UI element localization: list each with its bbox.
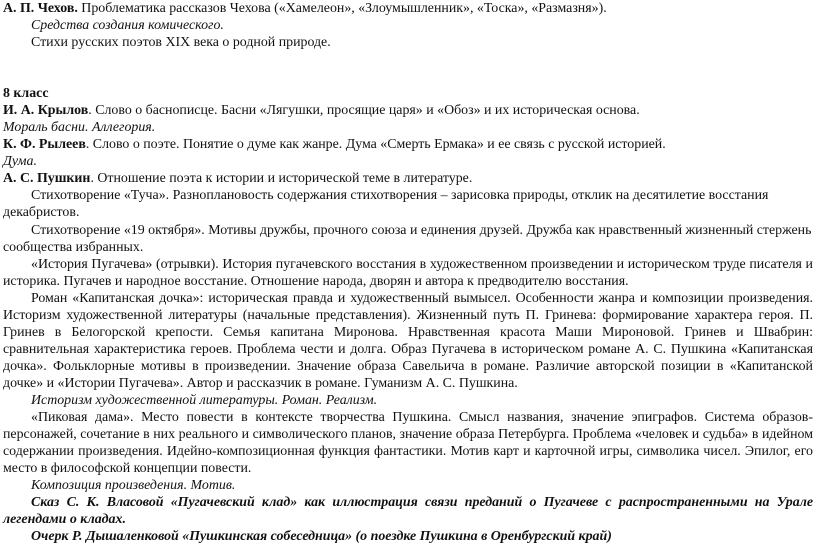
author-krylov: И. А. Крылов — [3, 103, 89, 119]
oct19-paragraph: Стихотворение «19 октября». Мотивы дружбы, прочного союза и единения друзей. Дружба как нравственный жизненный стержень сообщества избранных. — [3, 222, 812, 255]
theory-comic: Средства создания комического. — [31, 18, 224, 34]
kapitan-paragraph: Роман «Капитанская дочка»: историческая правда и художественный вымысел. Особенности жанра и композиции произведения. Историзм художественной литературы (начальные представления). Жизненный путь П. Гринева: формирование характера героя. П. Гринев в Белогорской крепости. Семья капитана Миронова. Нравственная красота Маши Мироновой. Гринев и Швабрин: сравнительная характеристика героев. Проблема чести и долга. Образ Пугачева в историческом романе А. С. Пушкина «Капитанская дочка». Фольклорные мотивы в произведении. Значение образа Савельича в романе. Различие авторской позиции в «Капитанской дочке» и «Истории Пугачева». Автор и рассказчик в романе. Гуманизм А. С. Пушкина. — [3, 290, 813, 391]
tucha-paragraph: Стихотворение «Туча». Разноплановость содержания стихотворения – зарисовка природы, отклик на десятилетие восстания декабристов. — [3, 188, 769, 221]
pugachev-paragraph: «История Пугачева» (отрывки). История пугачевского восстания в художественном произведении и историческом труде писателя и историка. Пугачев и народное восстание. Отношение народа, дворян и автора к предводителю восстания. — [3, 256, 813, 289]
pushkin-line: А. С. Пушкин. Отношение поэта к истории и исторической теме в литературе. — [3, 171, 473, 187]
poems-line: Стихи русских поэтов XIX века о родной природе. — [31, 35, 331, 51]
skaz-paragraph: Сказ С. К. Власовой «Пугачевский клад» как иллюстрация связи преданий о Пугачеве с распространенными на Урале легендами о кладах. — [3, 495, 813, 528]
chekhov-line: А. П. Чехов. Проблематика рассказов Чехова («Хамелеон», «Злоумышленник», «Тоска», «Размазня»). — [3, 1, 607, 16]
pikovaya-paragraph: «Пиковая дама». Место повести в контексте творчества Пушкина. Смысл названия, значение эпиграфов. Система образов-персонажей, сочетание в них реального и символического планов, значение образа Петербурга. Проблема «человек и судьба» в идейном содержании произведения. Идейно-композиционная функция фантастики. Мотив карт и карточной игры, символика чисел. Эпилог, его место в философской концепции повести. — [3, 410, 813, 477]
grade-heading: 8 класс — [3, 86, 49, 102]
author-ryleev: К. Ф. Рылеев — [3, 137, 86, 153]
theory-historicism: Историзм художественной литературы. Роман. Реализм. — [31, 392, 378, 408]
spacer — [3, 51, 813, 85]
ryleev-line: К. Ф. Рылеев. Слово о поэте. Понятие о думе как жанре. Дума «Смерть Ермака» и ее связь с русской историей. — [3, 137, 666, 153]
krylov-theory: Мораль басни. Аллегория. — [3, 120, 156, 136]
author-chekhov: А. П. Чехов. — [3, 1, 78, 16]
theory-composition: Композиция произведения. Мотив. — [31, 478, 236, 494]
ryleev-theory: Дума. — [3, 154, 37, 170]
author-pushkin: А. С. Пушкин — [3, 171, 91, 187]
ocherk-paragraph: Очерк Р. Дышаленковой «Пушкинская собеседница» (о поездке Пушкина в Оренбургский край) — [31, 529, 612, 545]
krylov-line: И. А. Крылов. Слово о баснописце. Басни «Лягушки, просящие царя» и «Обоз» и их историческая основа. — [3, 103, 640, 119]
